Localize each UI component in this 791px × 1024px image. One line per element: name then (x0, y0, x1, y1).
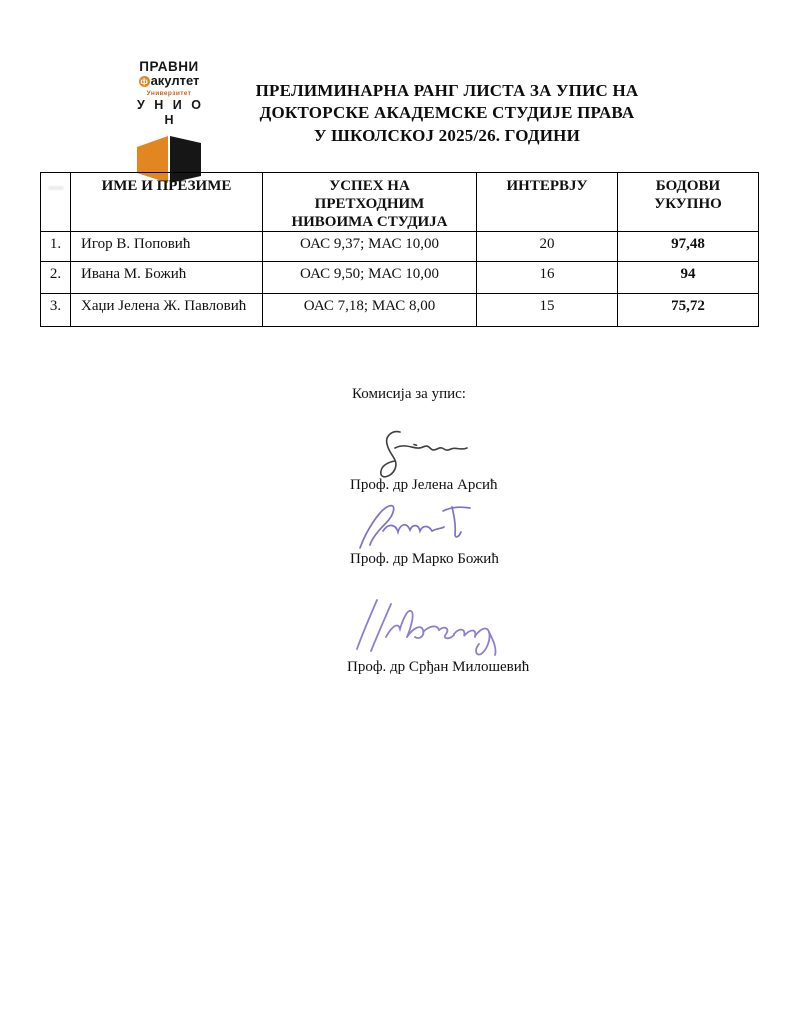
cell-success: ОАС 9,50; МАС 10,00 (263, 262, 477, 294)
university-logo (126, 60, 212, 184)
cell-rank: 1. (41, 232, 71, 262)
committee-member-name: Проф. др Јелена Арсић (350, 477, 498, 493)
signature-jelena-arsic (370, 428, 474, 480)
signature-srdjan-milosevic (350, 592, 522, 658)
ranking-table (40, 172, 759, 327)
cell-rank: 2. (41, 262, 71, 294)
table-header-row (41, 173, 759, 232)
header-success: УСПЕХ НА ПРЕТХОДНИМ НИВОИМА СТУДИЈА (263, 173, 477, 232)
logo-line-univerzitet: Универзитет (146, 90, 192, 97)
cell-success: ОАС 9,37; МАС 10,00 (263, 232, 477, 262)
signature-marko-bozic (355, 500, 479, 552)
page-title (242, 80, 652, 147)
cell-total: 97,48 (618, 232, 759, 262)
committee-member-name: Проф. др Марко Божић (350, 551, 499, 567)
cell-name: Хаџи Јелена Ж. Павловић (71, 294, 263, 327)
header-total: БОДОВИ УКУПНО (618, 173, 759, 232)
logo-line-fakultet: ф акултет (140, 73, 200, 88)
cell-interview: 15 (477, 294, 618, 327)
cell-interview: 16 (477, 262, 618, 294)
cell-name: Игор В. Поповић (71, 232, 263, 262)
cell-interview: 20 (477, 232, 618, 262)
header-rank (41, 173, 71, 232)
cell-rank: 3. (41, 294, 71, 327)
logo-f-disc-icon: ф (140, 75, 148, 86)
title-line-3: У ШКОЛСКОЈ 2025/26. ГОДИНИ (313, 125, 581, 145)
committee-member-name: Проф. др Срђан Милошевић (347, 659, 530, 675)
table-row (41, 232, 759, 262)
cell-total: 94 (618, 262, 759, 294)
header-interview: ИНТЕРВЈУ (477, 173, 618, 232)
table-row (41, 294, 759, 327)
logo-line-pravni: ПРАВНИ (139, 59, 199, 74)
title-line-2: ДОКТОРСКЕ АКАДЕМСКЕ СТУДИЈЕ ПРАВА (259, 103, 635, 123)
committee-heading: Комисија за упис: (352, 386, 466, 402)
table-row (41, 262, 759, 294)
cell-name: Ивана М. Божић (71, 262, 263, 294)
logo-line-union: У Н И О Н (137, 98, 204, 127)
faint-smudge (48, 186, 64, 190)
cell-total: 75,72 (618, 294, 759, 327)
ranking-table-container (40, 172, 759, 327)
cell-success: ОАС 7,18; МАС 8,00 (263, 294, 477, 327)
title-line-1: ПРЕЛИМИНАРНА РАНГ ЛИСТА ЗА УПИС НА (255, 81, 639, 100)
header-name: ИМЕ И ПРЕЗИМЕ (71, 173, 263, 232)
